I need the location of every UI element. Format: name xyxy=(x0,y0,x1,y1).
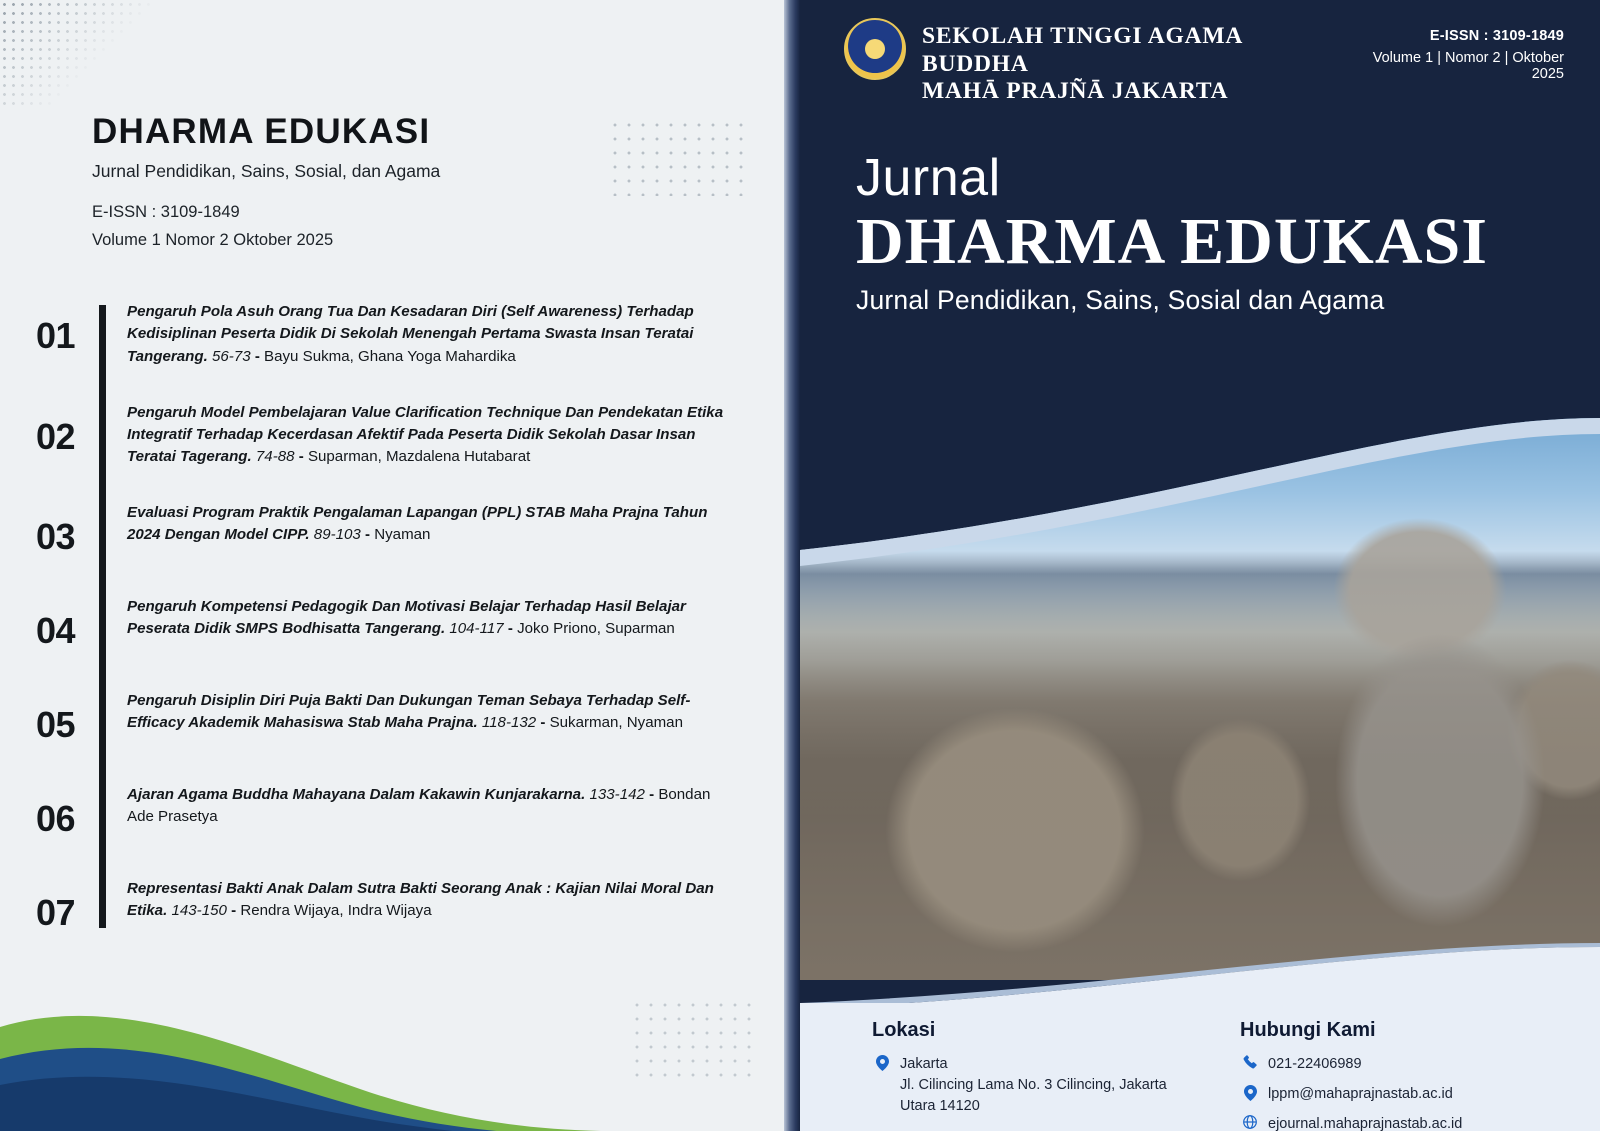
map-pin-icon xyxy=(872,1054,892,1071)
toc-item-number: 03 xyxy=(36,516,76,558)
toc-item-pages: 56-73 xyxy=(212,347,251,365)
front-cover xyxy=(784,0,1600,1131)
toc-item-number: 02 xyxy=(36,415,76,457)
toc-item-title: Representasi Bakti Anak Dalam Sutra Bakti Seorang Anak : Kajian Nilai Moral Dan Etika. xyxy=(127,880,714,920)
footer-website-row[interactable] xyxy=(1240,1114,1560,1131)
back-cover xyxy=(0,0,784,1131)
front-cover-header xyxy=(784,0,1600,106)
toc-item-pages: 118-132 xyxy=(481,714,537,732)
toc-item-title: Pengaruh Kompetensi Pedagogik Dan Motivasi Belajar Terhadap Hasil Belajar Peserata Didik SMPS Bodhisatta Tangerang. xyxy=(127,598,686,638)
cover-photo-borobudur xyxy=(800,400,1600,980)
toc-item-text xyxy=(99,502,736,546)
page-title: DHARMA EDUKASI xyxy=(92,112,431,151)
toc-item-title: Pengaruh Model Pembelajaran Value Clarification Technique Dan Pendekatan Etika Integratif Terhadap Kecerdasan Afektif Pada Peserta Didik Sekolah Dasar Insan Teratai Tagerang. xyxy=(127,403,724,466)
toc-item-number: 05 xyxy=(36,704,76,746)
toc-item-authors: Bayu Sukma, Ghana Yoga Mahardika xyxy=(264,347,516,365)
list-item xyxy=(36,301,736,368)
footer-city: Jakarta xyxy=(900,1056,948,1072)
front-volume: Volume 1 | Nomor 2 | Oktober 2025 xyxy=(1372,50,1564,82)
toc-item-title: Ajaran Agama Buddha Mahayana Dalam Kakawin Kunjarakarna. xyxy=(127,786,586,804)
list-item xyxy=(36,878,736,938)
list-item xyxy=(36,502,736,562)
toc-item-pages: 133-142 xyxy=(589,786,645,804)
footer-website: ejournal.mahaprajnastab.ac.id xyxy=(1268,1116,1463,1131)
toc-item-pages: 74-88 xyxy=(255,448,295,466)
toc-item-dash: - xyxy=(254,347,260,365)
footer-location-text xyxy=(900,1054,1192,1117)
footer-phone: 021-22406989 xyxy=(1268,1056,1362,1072)
footer-phone-row[interactable] xyxy=(1240,1054,1560,1075)
title-subtitle: Jurnal Pendidikan, Sains, Sosial dan Agama xyxy=(856,285,1385,316)
title-word-jurnal: Jurnal xyxy=(856,149,1001,208)
footer-location-column xyxy=(872,1019,1192,1131)
toc-item-authors: Nyaman xyxy=(374,526,431,544)
toc-item-dash: - xyxy=(298,448,304,466)
footer-email-row[interactable] xyxy=(1240,1084,1560,1105)
toc-item-dash: - xyxy=(540,714,546,732)
toc-item-title: Pengaruh Pola Asuh Orang Tua Dan Kesadaran Diri (Self Awareness) Terhadap Kedisiplinan Peserta Didik Di Sekolah Menengah Pertama Swasta Insan Teratai Tangerang. xyxy=(127,303,694,365)
toc-item-title: Pengaruh Disiplin Diri Puja Bakti Dan Dukungan Teman Sebaya Terhadap Self-Efficacy Akademik Mahasiswa Stab Maha Prajna. xyxy=(127,692,691,732)
toc-item-authors: Suparman, Mazdalena Hutabarat xyxy=(307,448,531,466)
toc-item-authors: Bondan Ade Prasetya xyxy=(127,786,711,826)
footer-contact-heading: Hubungi Kami xyxy=(1240,1019,1376,1041)
back-cover-header xyxy=(0,0,784,253)
institution-line-1: SEKOLAH TINGGI AGAMA BUDDHA xyxy=(922,23,1242,77)
toc-item-number: 01 xyxy=(36,315,76,357)
toc-item-text xyxy=(99,690,736,734)
toc-item-title: Evaluasi Program Praktik Pengalaman Lapangan (PPL) STAB Maha Prajna Tahun 2024 Dengan Model CIPP. xyxy=(127,504,708,544)
toc-item-dash: - xyxy=(649,786,655,804)
table-of-contents xyxy=(36,301,736,938)
toc-item-text xyxy=(99,301,736,368)
list-item xyxy=(36,690,736,750)
list-item xyxy=(36,596,736,656)
photo-top-curve xyxy=(800,400,1600,580)
toc-item-pages: 104-117 xyxy=(449,620,504,638)
toc-item-authors: Rendra Wijaya, Indra Wijaya xyxy=(240,902,432,920)
toc-item-pages: 143-150 xyxy=(171,902,227,920)
journal-issn: E-ISSN : 3109-1849 xyxy=(92,203,240,221)
toc-item-authors: Joko Priono, Suparman xyxy=(517,620,675,638)
toc-item-text xyxy=(99,596,736,640)
toc-item-dash: - xyxy=(365,526,371,544)
toc-item-pages: 89-103 xyxy=(313,526,361,544)
front-cover-title-block xyxy=(784,106,1600,316)
title-main: DHARMA EDUKASI xyxy=(856,205,1488,279)
footer-address: Jl. Cilincing Lama No. 3 Cilincing, Jakarta Utara 14120 xyxy=(900,1077,1167,1115)
front-cover-footer xyxy=(800,943,1600,1131)
footer-location-row xyxy=(872,1054,1192,1117)
footer-location-heading: Lokasi xyxy=(872,1019,936,1041)
journal-subtitle: Jurnal Pendidikan, Sains, Sosial, dan Agama xyxy=(92,161,441,181)
list-item xyxy=(36,784,736,844)
toc-vertical-rule xyxy=(99,305,106,928)
toc-item-number: 04 xyxy=(36,610,76,652)
toc-item-text xyxy=(99,784,736,828)
footer-email: lppm@mahaprajnastab.ac.id xyxy=(1268,1086,1453,1103)
toc-item-text xyxy=(99,878,736,922)
institution-name xyxy=(922,14,1343,106)
bottom-wave-decoration xyxy=(0,981,784,1131)
toc-item-dash: - xyxy=(507,620,513,638)
toc-item-number: 07 xyxy=(36,892,76,934)
toc-item-dash: - xyxy=(231,902,237,920)
location-marker-icon xyxy=(1240,1084,1260,1101)
phone-icon xyxy=(1240,1054,1260,1069)
footer-info-panel xyxy=(800,1003,1600,1131)
issn-block xyxy=(1343,14,1564,82)
toc-item-number: 06 xyxy=(36,798,76,840)
toc-item-authors: Sukarman, Nyaman xyxy=(549,714,683,732)
front-issn: E-ISSN : 3109-1849 xyxy=(1429,28,1564,44)
footer-contact-column xyxy=(1240,1019,1560,1131)
institution-logo-icon xyxy=(844,18,906,80)
list-item xyxy=(36,402,736,469)
spine-divider xyxy=(784,0,800,1131)
institution-line-2: MAHĀ PRAJÑĀ JAKARTA xyxy=(922,78,1229,105)
journal-volume: Volume 1 Nomor 2 Oktober 2025 xyxy=(92,230,334,249)
globe-icon xyxy=(1240,1114,1260,1129)
toc-item-text xyxy=(99,402,736,469)
